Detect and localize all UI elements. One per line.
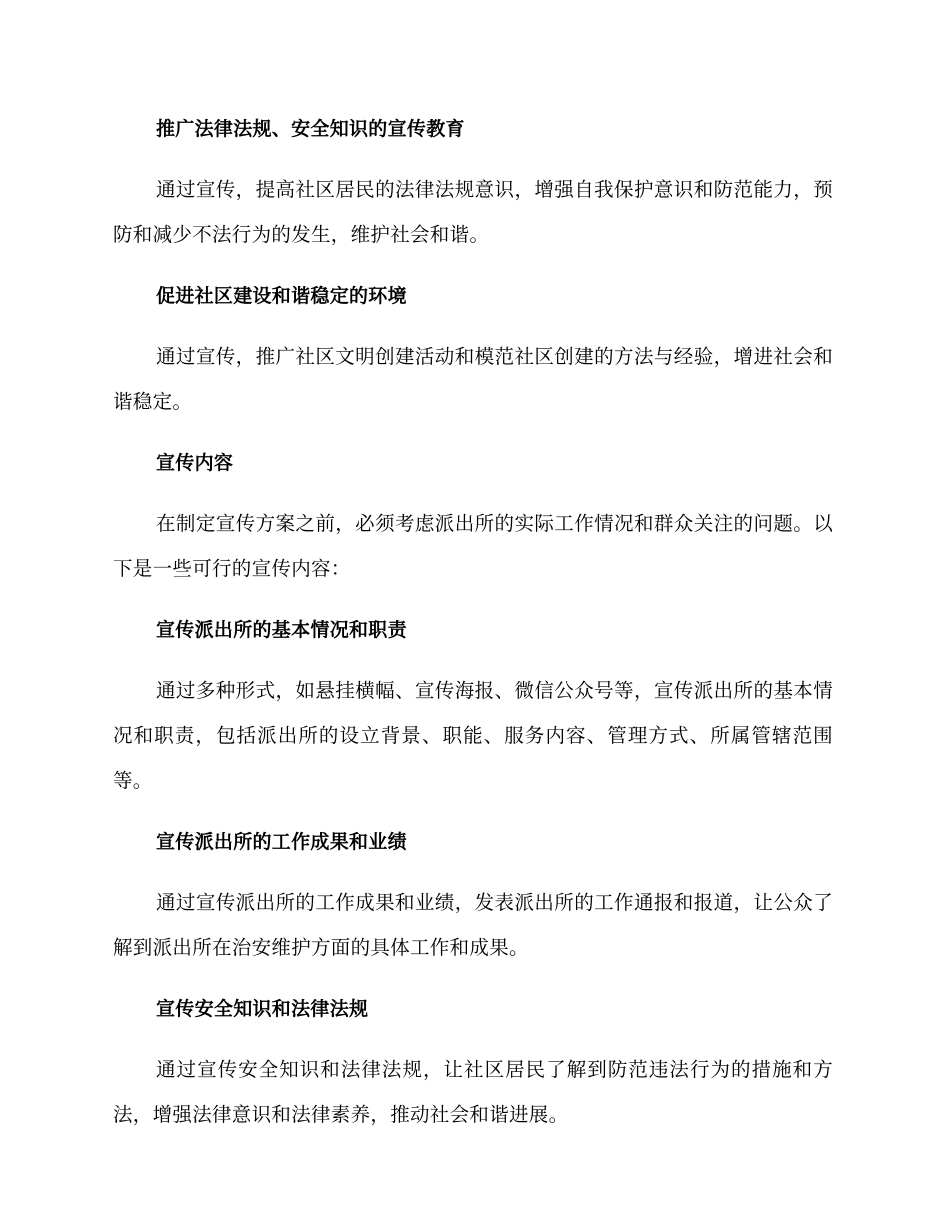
section-heading: 宣传派出所的基本情况和职责 [156,619,407,641]
section-paragraph: 通过宣传，提高社区居民的法律法规意识，增强自我保护意识和防范能力，预防和减少不法行为的发生，维护社会和谐。 [113,178,833,246]
section-heading: 宣传安全知识和法律法规 [156,998,369,1020]
section-heading: 宣传派出所的工作成果和业绩 [156,831,407,853]
section-paragraph: 在制定宣传方案之前，必须考虑派出所的实际工作情况和群众关注的问题。以下是一些可行的宣传内容： [113,512,833,580]
section-paragraph: 通过宣传，推广社区文明创建活动和模范社区创建的方法与经验，增进社会和谐稳定。 [113,345,833,413]
section-paragraph: 通过多种形式，如悬挂横幅、宣传海报、微信公众号等，宣传派出所的基本情况和职责，包括派出所的设立背景、职能、服务内容、管理方式、所属管辖范围等。 [113,679,833,792]
section-heading: 宣传内容 [156,452,234,474]
document-body [113,113,833,1137]
section-paragraph: 通过宣传派出所的工作成果和业绩，发表派出所的工作通报和报道，让公众了解到派出所在治安维护方面的具体工作和成果。 [113,891,833,959]
section-paragraph: 通过宣传安全知识和法律法规，让社区居民了解到防范违法行为的措施和方法，增强法律意识和法律素养，推动社会和谐进展。 [113,1058,833,1126]
section-heading: 促进社区建设和谐稳定的环境 [156,285,407,307]
section-heading: 推广法律法规、安全知识的宣传教育 [156,118,465,140]
